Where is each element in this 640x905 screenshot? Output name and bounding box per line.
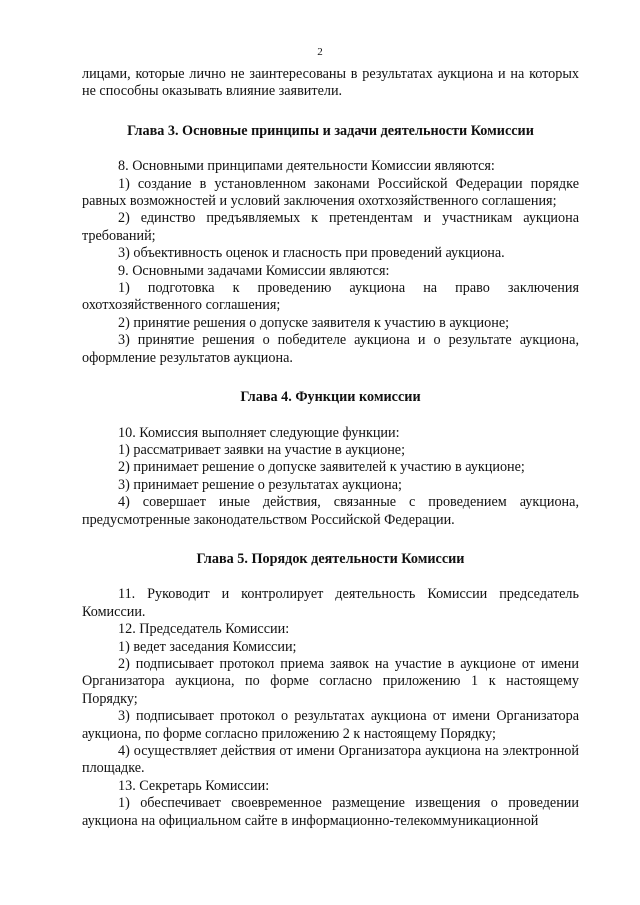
ch3-paragraph: 2) единство предъявляемых к претендентам и участникам аукциона требований; — [82, 210, 579, 244]
ch3-paragraph: 3) объективность оценок и гласность при проведений аукциона. — [118, 245, 505, 262]
page-content — [82, 66, 579, 830]
ch3-paragraph: 1) подготовка к проведению аукциона на право заключения охотхозяйственного соглашения; — [82, 280, 579, 314]
ch3-paragraph: 3) принятие решения о победителе аукциона и о результате аукциона, оформление результатов аукциона. — [82, 332, 579, 366]
chapter-3-heading: Глава 3. Основные принципы и задачи деятельности Комиссии — [127, 122, 534, 139]
ch3-paragraph: 2) принятие решения о допуске заявителя к участию в аукционе; — [118, 314, 510, 331]
ch5-paragraph: 2) подписывает протокол приема заявок на участие в аукционе от имени Организатора аукциона, по форме согласно приложению 1 к настоящему Порядку; — [82, 655, 579, 707]
ch5-paragraph: 13. Секретарь Комиссии: — [118, 777, 270, 794]
page-number: 2 — [317, 46, 323, 58]
ch5-paragraph: 3) подписывает протокол о результатах аукциона от имени Организатора аукциона, по форме согласно приложению 2 к настоящему Порядку; — [82, 708, 579, 742]
ch3-paragraph: 1) создание в установленном законами Российской Федерации порядке равных возможностей и условий заключения охотхозяйственного соглашения; — [82, 175, 579, 210]
chapter-4-heading: Глава 4. Функции комиссии — [240, 389, 421, 406]
ch3-paragraph: 9. Основными задачами Комиссии являются: — [118, 262, 390, 279]
ch5-paragraph: 1) обеспечивает своевременное размещение извещения о проведении аукциона на официальном сайте в информационно-телекоммуникационной — [82, 795, 579, 829]
ch4-paragraph: 2) принимает решение о допуске заявителей к участию в аукционе; — [118, 459, 525, 476]
ch4-paragraph: 3) принимает решение о результатах аукциона; — [118, 476, 402, 493]
ch5-paragraph: 4) осуществляет действия от имени Организатора аукциона на электронной площадке. — [82, 743, 579, 777]
ch5-paragraph: 1) ведет заседания Комиссии; — [118, 638, 297, 655]
ch4-paragraph: 4) совершает иные действия, связанные с проведением аукциона, предусмотренные законодательством Российской Федерации. — [82, 494, 579, 528]
chapter-5-heading: Глава 5. Порядок деятельности Комиссии — [196, 550, 465, 567]
ch3-paragraph: 8. Основными принципами деятельности Комиссии являются: — [118, 158, 495, 175]
ch4-paragraph: 1) рассматривает заявки на участие в аукционе; — [118, 441, 406, 458]
ch4-paragraph: 10. Комиссия выполняет следующие функции: — [118, 424, 400, 441]
intro-paragraph: лицами, которые лично не заинтересованы в результатах аукциона и на которых не способны оказывать влияние заявители. — [82, 66, 579, 100]
ch5-paragraph: 12. Председатель Комиссии: — [118, 621, 290, 638]
ch5-paragraph: 11. Руководит и контролирует деятельность Комиссии председатель Комиссии. — [82, 586, 579, 620]
